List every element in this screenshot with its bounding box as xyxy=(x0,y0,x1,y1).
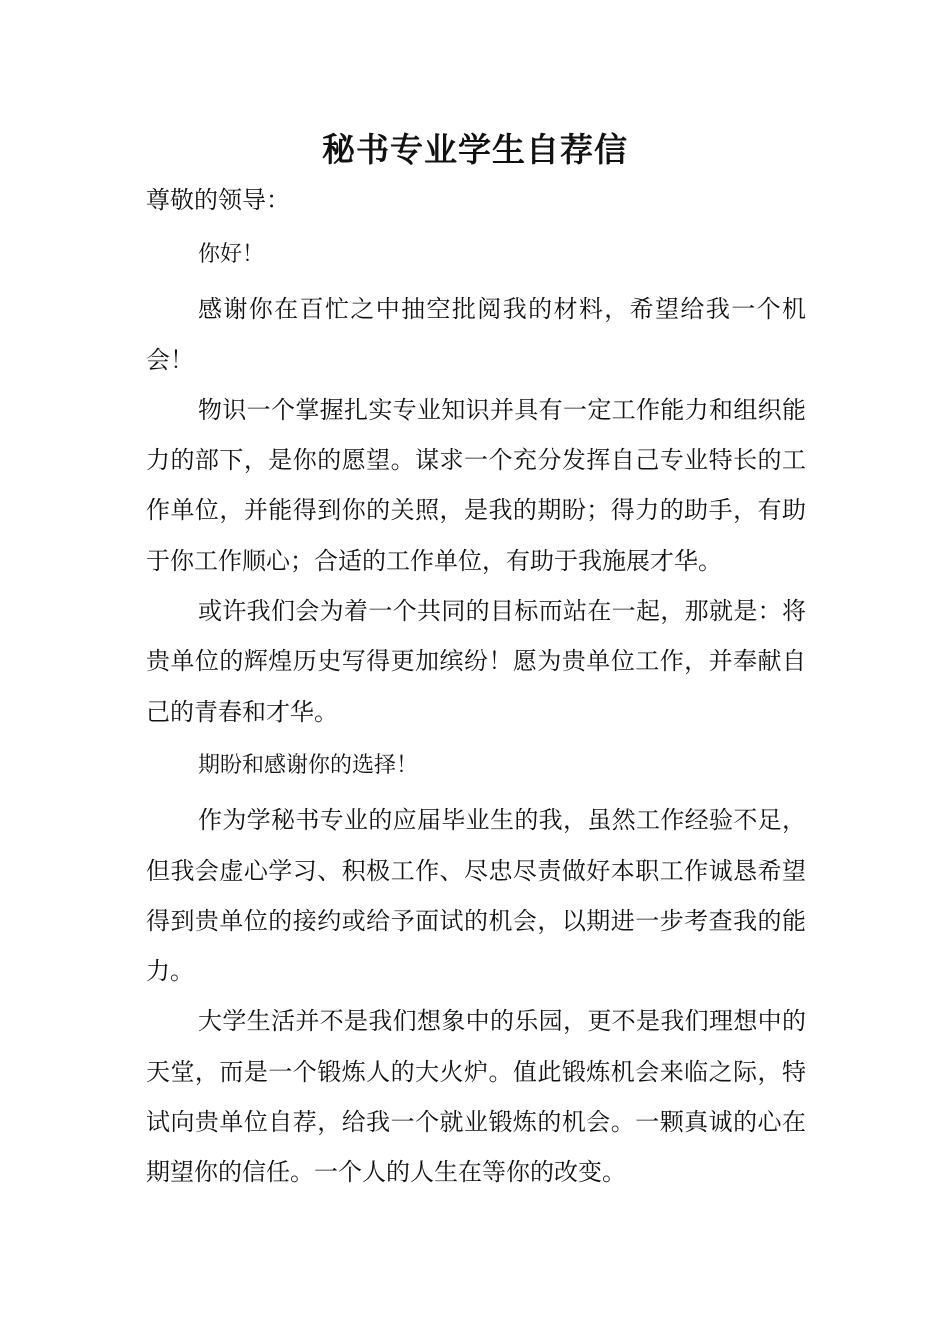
paragraph-greeting: 你好！ xyxy=(198,242,265,267)
document-title: 秘书专业学生自荐信 xyxy=(322,130,628,169)
salutation: 尊敬的领导： xyxy=(146,186,290,214)
paragraph-common-goal: 或许我们会为着一个共同的目标而站在一起，那就是：将贵单位的辉煌历史写得更加缤纷！愿为贵单位工作，并奉献自己的青春和才华。 xyxy=(146,597,806,726)
paragraph-aspiration: 物识一个掌握扎实专业知识并具有一定工作能力和组织能力的部下，是你的愿望。谋求一个充分发挥自己专业特长的工作单位，并能得到你的关照，是我的期盼；得力的助手，有助于你工作顺心；合适的工作单位，有助于我施展才华。 xyxy=(146,395,806,575)
paragraph-college-life: 大学生活并不是我们想象中的乐园，更不是我们理想中的天堂，而是一个锻炼人的大火炉。值此锻炼机会来临之际，特试向贵单位自荐，给我一个就业锻炼的机会。一颗真诚的心在期望你的信任。一个人的人生在等你的改变。 xyxy=(146,1007,806,1187)
paragraph-expectation: 期盼和感谢你的选择！ xyxy=(198,752,419,778)
paragraph-thanks: 感谢你在百忙之中抽空批阅我的材料，希望给我一个机会！ xyxy=(146,295,806,374)
letter-body xyxy=(146,178,806,1198)
paragraph-graduate: 作为学秘书专业的应届毕业生的我，虽然工作经验不足，但我会虚心学习、积极工作、尽忠尽责做好本职工作诚恳希望得到贵单位的接约或给予面试的机会，以期进一步考查我的能力。 xyxy=(146,806,806,986)
